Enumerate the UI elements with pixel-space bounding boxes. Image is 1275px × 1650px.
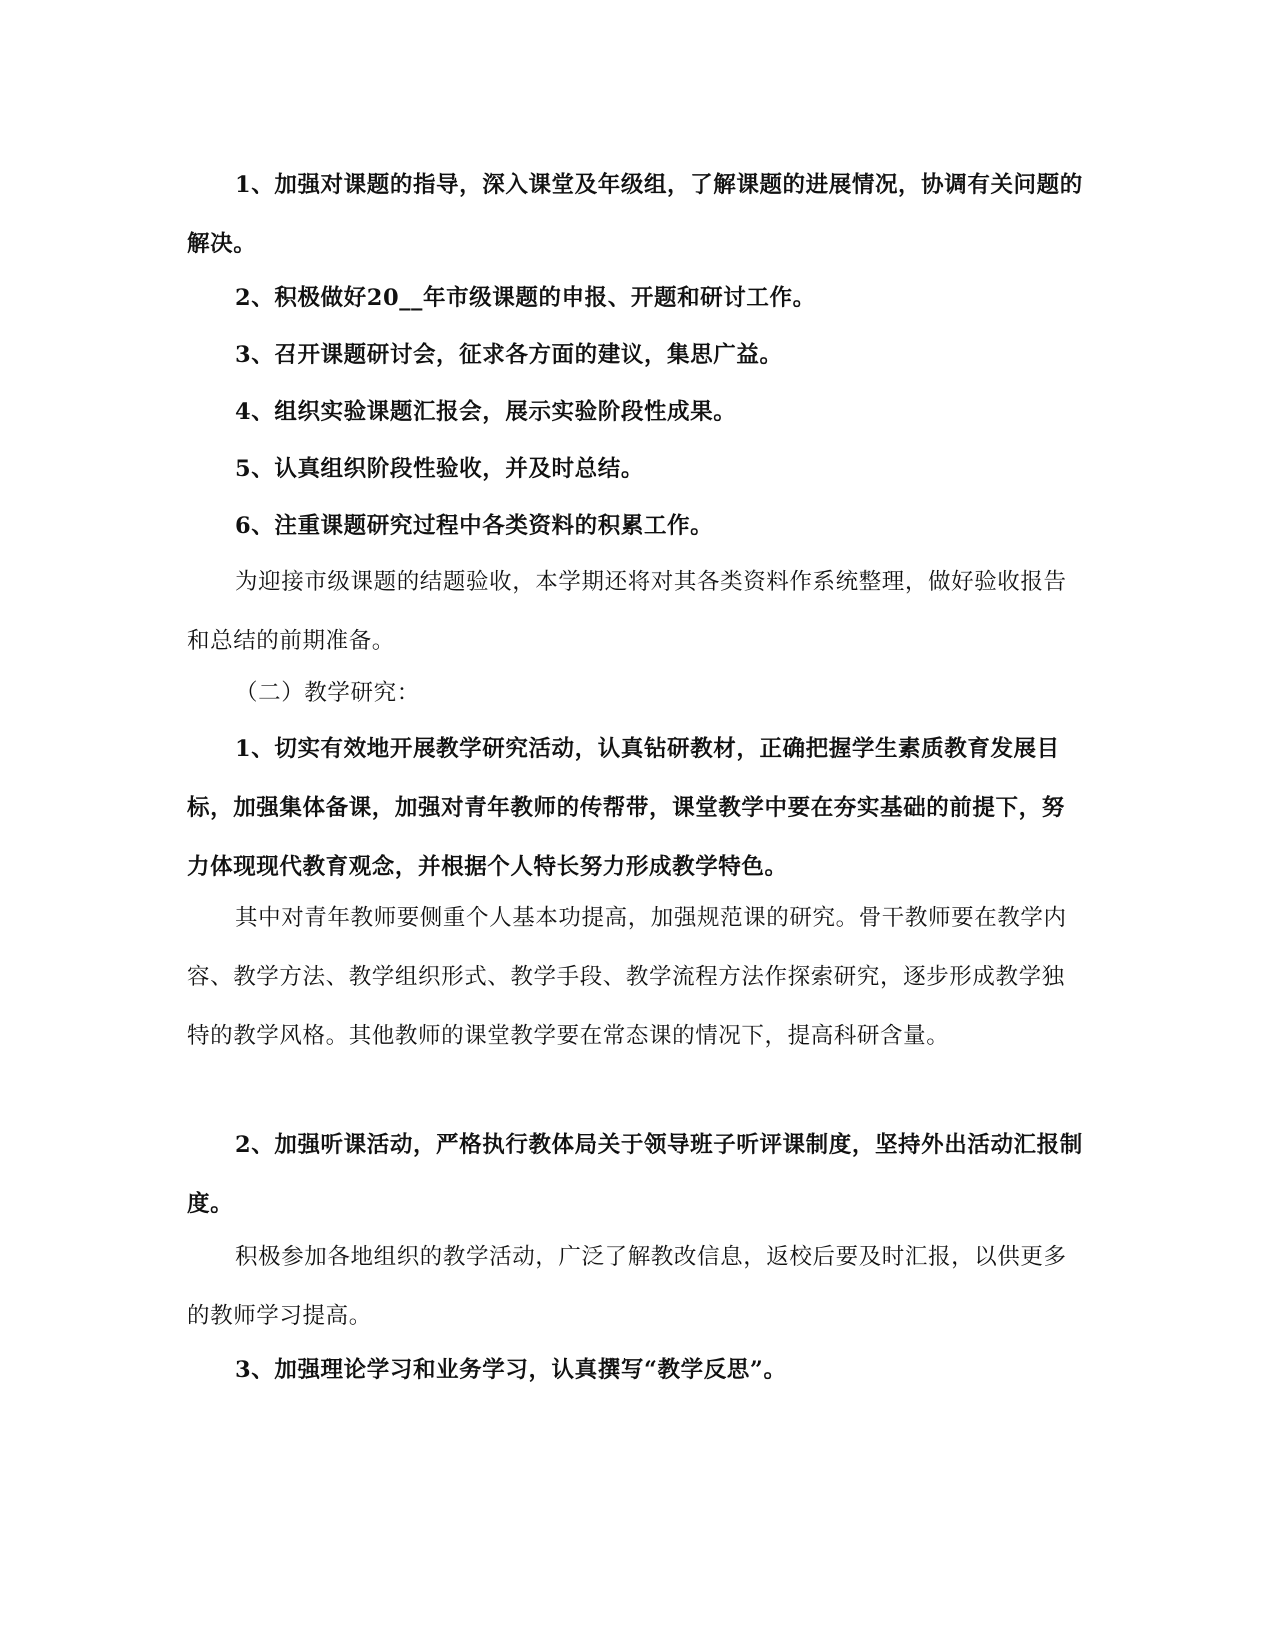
paragraph-acceptance-preparation: 为迎接市级课题的结题验收，本学期还将对其各类资料作系统整理，做好验收报告和总结的前期准备。 <box>187 569 1067 654</box>
list-item-material-accumulation: 6、注重课题研究过程中各类资料的积累工作。 <box>235 513 714 539</box>
paragraph-external-activities: 积极参加各地组织的教学活动，广泛了解教改信息，返校后要及时汇报，以供更多的教师学习提高。 <box>187 1244 1067 1329</box>
list-item-city-project-application: 2、积极做好20__年市级课题的申报、开题和研讨工作。 <box>235 285 816 311</box>
list-item-teaching-research-activities: 1、切实有效地开展教学研究活动，认真钻研教材，正确把握学生素质教育发展目标，加强集体备课，加强对青年教师的传帮带，课堂教学中要在夯实基础的前提下，努力体现现代教育观念，并根据个人特长努力形成教学特色。 <box>187 736 1065 880</box>
list-item-stage-acceptance: 5、认真组织阶段性验收，并及时总结。 <box>235 456 644 482</box>
list-item-seminar: 3、召开课题研讨会，征求各方面的建议，集思广益。 <box>235 342 783 368</box>
list-item-theory-study: 3、加强理论学习和业务学习，认真撰写“教学反思”。 <box>235 1357 787 1383</box>
list-item-research-guidance: 1、加强对课题的指导，深入课堂及年级组，了解课题的进展情况，协调有关问题的解决。 <box>187 172 1083 257</box>
list-item-report-meeting: 4、组织实验课题汇报会，展示实验阶段性成果。 <box>235 399 737 425</box>
list-item-lesson-observation: 2、加强听课活动，严格执行教体局关于领导班子听评课制度，坚持外出活动汇报制度。 <box>187 1132 1083 1217</box>
paragraph-teacher-development: 其中对青年教师要侧重个人基本功提高，加强规范课的研究。骨干教师要在教学内容、教学方法、教学组织形式、教学手段、教学流程方法作探索研究，逐步形成教学独特的教学风格。其他教师的课堂教学要在常态课的情况下，提高科研含量。 <box>187 905 1067 1049</box>
section-heading-teaching-research: （二）教学研究： <box>235 680 420 706</box>
